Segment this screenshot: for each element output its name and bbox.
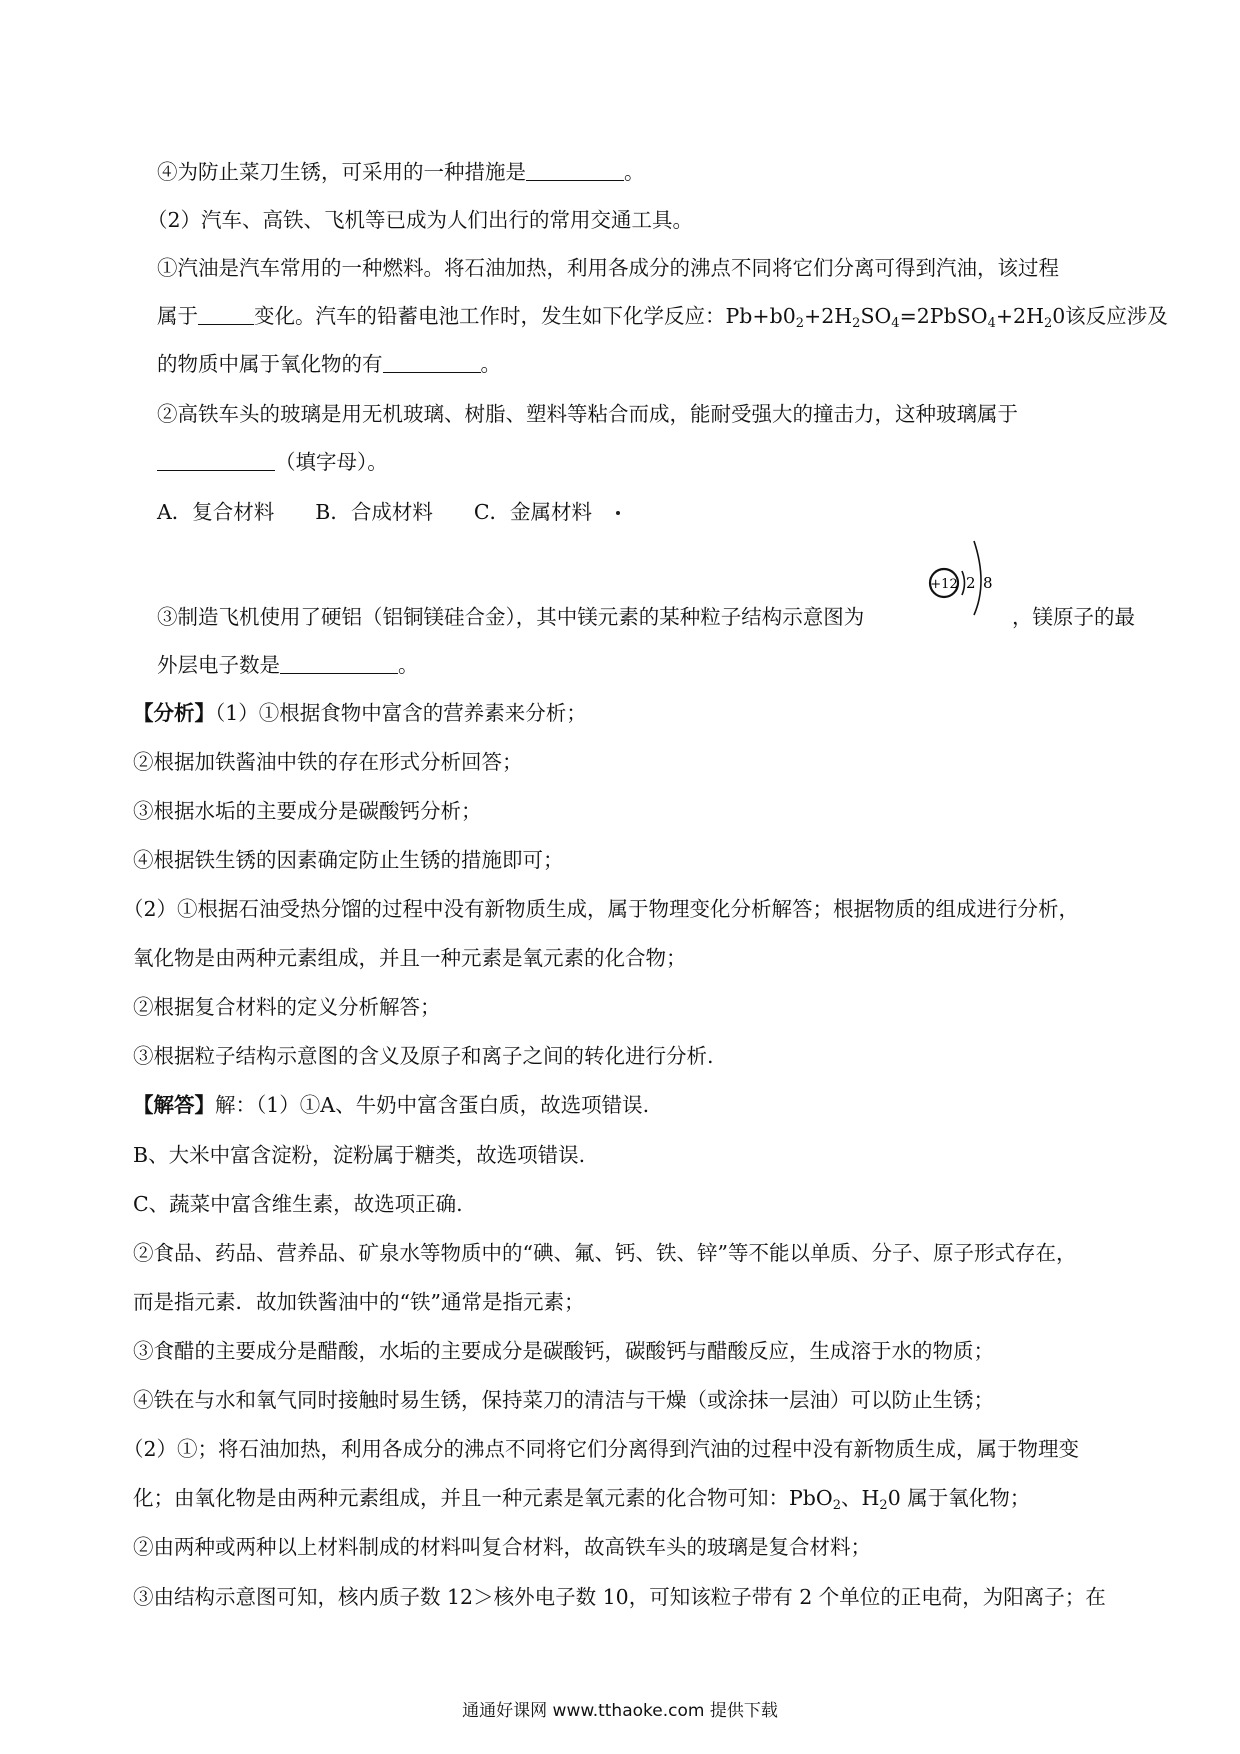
chemical-equation: $Pb+b0_2+2H_2SO_4=2PbSO_4+2H_20$: [725, 304, 1066, 331]
dot-mark: [616, 511, 620, 515]
question-text: 。: [624, 160, 645, 184]
shell-1-electrons: 2: [966, 574, 976, 592]
answer-line-6: ③食醋的主要成分是醋酸，水垢的主要成分是碳酸钙，碳酸钙与醋酸反应，生成溶于水的物质；: [133, 1339, 994, 1363]
answer-line-1: 【解答】解：（1）①A、牛奶中富含蛋白质，故选项错误.: [133, 1093, 650, 1117]
answer-blank[interactable]: [383, 352, 481, 373]
part-2-intro: （2）汽车、高铁、飞机等已成为人们出行的常用交通工具。: [147, 208, 694, 232]
analysis-tag: 【分析】: [133, 701, 215, 725]
shell-arc-1: [962, 571, 965, 595]
question-4-line: [157, 158, 645, 186]
question-text: 该反应涉及: [1065, 304, 1168, 328]
answer-line-7: ④铁在与水和氧气同时接触时易生锈，保持菜刀的清洁与干燥（或涂抹一层油）可以防止生锈；: [133, 1388, 994, 1412]
shell-2-electrons: 8: [983, 574, 993, 592]
answer-line-3: C、蔬菜中富含维生素，故选项正确.: [133, 1192, 463, 1216]
analysis-line-4: ④根据铁生锈的因素确定防止生锈的措施即可；: [133, 848, 564, 872]
question-text: 的物质中属于氧化物的有: [157, 352, 383, 376]
answer-blank[interactable]: [198, 304, 254, 325]
analysis-line-2: ②根据加铁酱油中铁的存在形式分析回答；: [133, 750, 523, 774]
answer-line-9: 化；由氧化物是由两种元素组成，并且一种元素是氧元素的化合物可知：PbO$_2$、$H_20$ 属于氧化物；: [133, 1486, 1031, 1513]
question-2-3-line-1: [157, 603, 864, 631]
analysis-line-1: 【分析】（1）①根据食物中富含的营养素来分析；: [133, 701, 587, 725]
answer-blank[interactable]: [526, 160, 624, 181]
question-text: ④为防止菜刀生锈，可采用的一种措施是: [157, 160, 526, 184]
question-text: 。: [398, 653, 419, 677]
page-footer: 通通好课网 www.tthaoke.com 提供下载: [462, 1701, 778, 1721]
answer-line-11: ③由结构示意图可知，核内质子数 12＞核外电子数 10，可知该粒子带有 2 个单位的正电荷，为阳离子；在: [133, 1585, 1106, 1609]
answer-options: A．复合材料 B．合成材料 C．金属材料: [157, 500, 593, 524]
question-text: 属于: [157, 304, 198, 328]
analysis-line-5: （2）①根据石油受热分馏的过程中没有新物质生成，属于物理变化分析解答；根据物质的组成进行分析，: [123, 897, 1080, 921]
answer-line-4: ②食品、药品、营养品、矿泉水等物质中的“碘、氟、钙、铁、锌”等不能以单质、分子、原子形式存在，: [133, 1241, 1077, 1265]
question-text: 外层电子数是: [157, 653, 280, 677]
answer-line-2: B、大米中富含淀粉，淀粉属于糖类，故选项错误.: [133, 1143, 586, 1167]
question-2-3-line-2: [157, 651, 419, 679]
magnesium-ion-structure-diagram: [928, 537, 1008, 619]
question-2-1-line-1: ①汽油是汽车常用的一种燃料。将石油加热，利用各成分的沸点不同将它们分离可得到汽油，该过程: [157, 256, 1059, 280]
answer-blank[interactable]: [157, 450, 275, 471]
analysis-line-6: 氧化物是由两种元素组成，并且一种元素是氧元素的化合物；: [133, 946, 687, 970]
analysis-line-3: ③根据水垢的主要成分是碳酸钙分析；: [133, 799, 482, 823]
question-2-1-line-3: [157, 350, 501, 378]
answer-line-5: 而是指元素．故加铁酱油中的“铁”通常是指元素；: [133, 1290, 585, 1314]
answer-tag: 【解答】: [133, 1093, 215, 1117]
question-2-3-line-1-end: ，镁原子的最: [1012, 605, 1135, 629]
question-2-2-line-2: [157, 448, 388, 476]
question-text: 。: [480, 352, 501, 376]
question-text: （填字母）。: [275, 450, 388, 474]
question-2-2-line-1: ②高铁车头的玻璃是用无机玻璃、树脂、塑料等粘合而成，能耐受强大的撞击力，这种玻璃属于: [157, 402, 1018, 426]
analysis-line-8: ③根据粒子结构示意图的含义及原子和离子之间的转化进行分析.: [133, 1044, 714, 1068]
question-text: 变化。汽车的铅蓄电池工作时，发生如下化学反应：: [254, 304, 726, 328]
analysis-line-7: ②根据复合材料的定义分析解答；: [133, 995, 441, 1019]
answer-blank[interactable]: [280, 653, 398, 674]
answer-line-10: ②由两种或两种以上材料制成的材料叫复合材料，故高铁车头的玻璃是复合材料；: [133, 1535, 871, 1559]
answer-line-8: （2）①；将石油加热，利用各成分的沸点不同将它们分离得到汽油的过程中没有新物质生成，属于物理变: [123, 1437, 1080, 1461]
question-text: ③制造飞机使用了硬铝（铝铜镁硅合金），其中镁元素的某种粒子结构示意图为: [157, 605, 865, 629]
nucleus-charge: +12: [930, 577, 958, 592]
question-2-1-line-2: [157, 302, 1168, 330]
